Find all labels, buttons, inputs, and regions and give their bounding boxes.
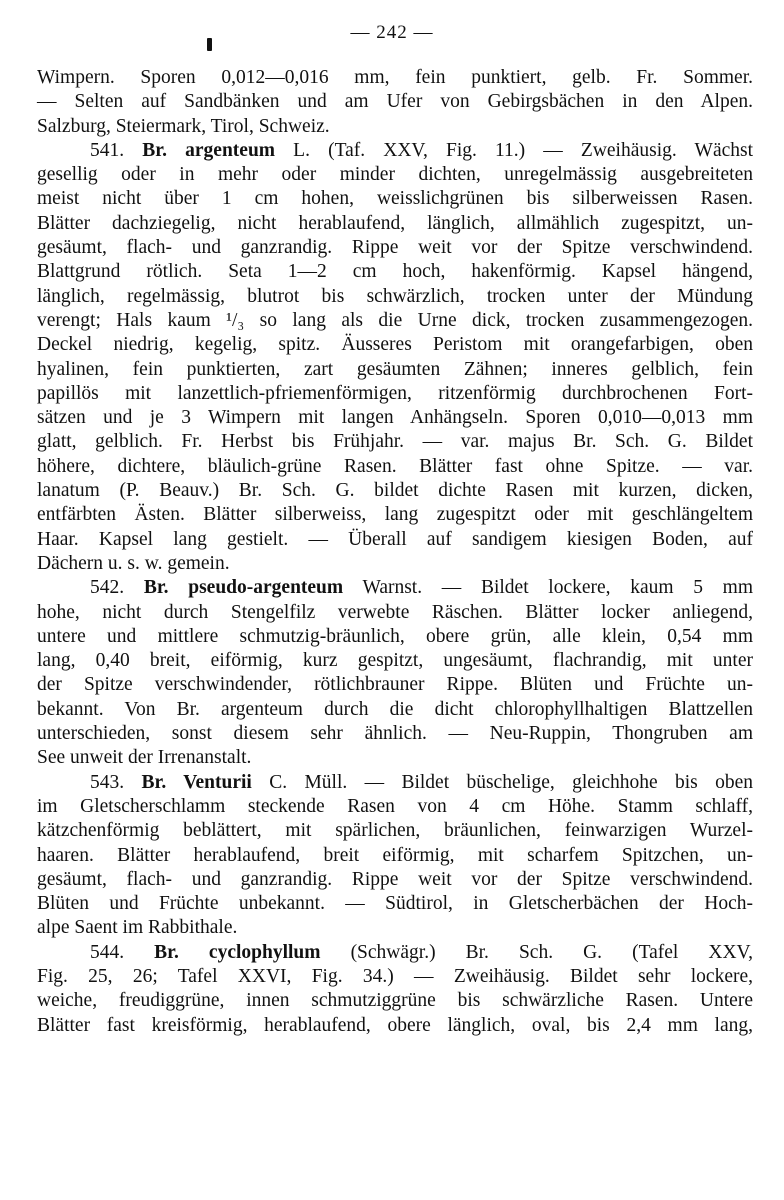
text-line: Dächern u. s. w. gemein. bbox=[37, 552, 230, 574]
text-line: See unweit der Irrenanstalt. bbox=[37, 747, 252, 769]
text-line: weiche, freudiggrüne, innen schmutziggrüne bis schwärzliche Rasen. Untere bbox=[37, 990, 753, 1012]
text-line: Deckel niedrig, kegelig, spitz. Äusseres Peristom mit orangefarbigen, oben bbox=[37, 334, 753, 356]
entry-heading-line bbox=[37, 139, 753, 163]
text-line: alpe Saent im Rabbithale. bbox=[37, 917, 238, 939]
heading-rest: (Schwägr.) Br. Sch. G. (Tafel XXV, bbox=[320, 941, 753, 963]
text-line: sätzen und je 3 Wimpern mit langen Anhängseln. Sporen 0,010—0,013 mm bbox=[37, 407, 753, 429]
text-line: gesellig oder in mehr oder minder dichten, unregelmässig ausgebreiteten bbox=[37, 164, 753, 186]
entry-heading-line bbox=[37, 771, 753, 795]
text-line: haaren. Blätter herablaufend, breit eiförmig, mit scharfem Spitzchen, un- bbox=[37, 844, 753, 866]
entry-544 bbox=[37, 941, 753, 1038]
text-line: meist nicht über 1 cm hohen, weisslichgrünen bis silberweissen Rasen. bbox=[37, 188, 753, 210]
text-line: lang, 0,40 breit, eiförmig, kurz gespitzt, ungesäumt, flachrandig, mit unter bbox=[37, 650, 753, 672]
entry-543 bbox=[37, 771, 753, 941]
entry-542 bbox=[37, 576, 753, 770]
text-line: hohe, nicht durch Stengelfilz verwebte Räschen. Blätter locker anliegend, bbox=[37, 601, 753, 623]
text-line: gesäumt, flach- und ganzrandig. Rippe weit vor der Spitze verschwindend. bbox=[37, 237, 753, 259]
text-line: der Spitze verschwindender, rötlichbrauner Rippe. Blüten und Früchte un- bbox=[37, 674, 753, 696]
text-line: Wimpern. Sporen 0,012—0,016 mm, fein punktiert, gelb. Fr. Sommer. bbox=[37, 67, 753, 88]
text-line: länglich, regelmässig, blutrot bis schwärzlich, trocken unter der Mündung bbox=[37, 285, 753, 307]
entry-number: 543. bbox=[90, 771, 125, 793]
species-name: Br. argenteum bbox=[142, 139, 276, 161]
text-line: Salzburg, Steiermark, Tirol, Schweiz. bbox=[37, 115, 330, 137]
text-line: Blattgrund rötlich. Seta 1—2 cm hoch, hakenförmig. Kapsel hängend, bbox=[37, 261, 753, 283]
entry-number: 541. bbox=[90, 139, 125, 161]
heading-rest: Warnst. — Bildet lockere, kaum 5 mm bbox=[343, 577, 753, 599]
text-line: unterschieden, sonst diesem sehr ähnlich. — Neu-Ruppin, Thongruben am bbox=[37, 723, 753, 745]
text-line: Fig. 25, 26; Tafel XXVI, Fig. 34.) — Zweihäusig. Bildet sehr lockere, bbox=[37, 965, 753, 987]
species-name: Br. pseudo-argenteum bbox=[143, 577, 344, 599]
entry-heading-line bbox=[37, 576, 753, 600]
text-line: untere und mittlere schmutzig-bräunlich, obere grün, alle klein, 0,54 mm bbox=[37, 625, 753, 647]
entry-541 bbox=[37, 139, 753, 576]
heading-rest: L. (Taf. XXV, Fig. 11.) — Zweihäusig. Wächst bbox=[275, 139, 754, 161]
text-line: Haar. Kapsel lang gestielt. — Überall auf sandigem kiesigen Boden, auf bbox=[37, 528, 753, 550]
entry-number: 544. bbox=[90, 941, 125, 963]
text-line: kätzchenförmig beblättert, mit spärlichen, bräunlichen, feinwarzigen Wurzel- bbox=[37, 820, 753, 842]
text-line: — Selten auf Sandbänken und am Ufer von Gebirgsbächen in den Alpen. bbox=[37, 91, 753, 113]
text-line: hyalinen, fein punktierten, zart gesäumten Zähnen; inneres gelblich, fein bbox=[37, 358, 753, 380]
text-line: Blätter fast kreisförmig, herablaufend, obere länglich, oval, bis 2,4 mm lang, bbox=[37, 1014, 753, 1036]
heading-rest: C. Müll. — Bildet büschelige, gleichhohe bis oben bbox=[251, 771, 754, 793]
ink-mark bbox=[207, 38, 212, 51]
text-line: glatt, gelblich. Fr. Herbst bis Frühjahr. — var. majus Br. Sch. G. Bildet bbox=[37, 431, 753, 453]
text-line: Blüten und Früchte unbekannt. — Südtirol, in Gletscherbächen der Hoch- bbox=[37, 893, 753, 915]
page-number: — 242 — bbox=[350, 22, 434, 43]
entry-heading-line bbox=[37, 941, 753, 965]
text-line: Blätter dachziegelig, nicht herablaufend, länglich, allmählich zugespitzt, un- bbox=[37, 212, 753, 234]
text-line: bekannt. Von Br. argenteum durch die dicht chlorophyllhaltigen Blattzellen bbox=[37, 698, 753, 720]
text-line: lanatum (P. Beauv.) Br. Sch. G. bildet dichte Rasen mit kurzen, dicken, bbox=[37, 480, 753, 502]
text-line: entfärbten Ästen. Blätter silberweiss, lang zugespitzt oder mit geschlängeltem bbox=[37, 504, 753, 526]
text-line: gesäumt, flach- und ganzrandig. Rippe weit vor der Spitze verschwindend. bbox=[37, 868, 753, 890]
species-name: Br. cyclophyllum bbox=[154, 941, 321, 963]
page-body bbox=[37, 66, 753, 1038]
entry-number: 542. bbox=[90, 577, 125, 599]
text-line: im Gletscherschlamm steckende Rasen von 4 cm Höhe. Stamm schlaff, bbox=[37, 795, 753, 817]
text-line: papillös mit lanzettlich-pfriemenförmigen, ritzenförmig durchbrochenen Fort- bbox=[37, 382, 753, 404]
text-line: verengt; Hals kaum ¹/₃ so lang als die Urne dick, trocken zusammengezogen. bbox=[37, 309, 753, 331]
text-line: höhere, dichtere, bläulich-grüne Rasen. Blätter fast ohne Spitze. — var. bbox=[37, 455, 753, 477]
paragraph-continuation bbox=[37, 66, 753, 139]
species-name: Br. Venturii bbox=[141, 771, 252, 793]
